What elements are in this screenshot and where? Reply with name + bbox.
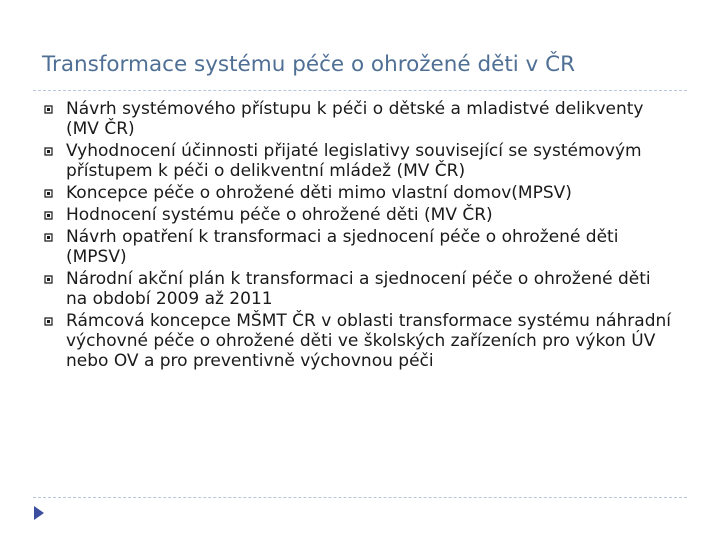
square-bullet-icon: [44, 275, 53, 284]
list-item-text: Návrh systémového přístupu k péči o dětské a mladistvé delikventy (MV ČR): [66, 99, 644, 139]
square-bullet-icon: [44, 211, 53, 220]
square-bullet-icon: [44, 317, 53, 326]
next-slide-arrow-icon[interactable]: [32, 505, 46, 521]
list-item: [44, 99, 674, 139]
list-item-text: Hodnocení systému péče o ohrožené děti (MV ČR): [66, 205, 493, 225]
square-bullet-icon: [44, 233, 53, 242]
list-item-text: Koncepce péče o ohrožené děti mimo vlastní domov(MPSV): [66, 183, 572, 203]
bullet-list: [44, 99, 674, 373]
square-bullet-icon: [44, 147, 53, 156]
title-divider: [33, 90, 687, 91]
list-item: [44, 141, 674, 181]
list-item: [44, 205, 674, 225]
footer-divider: [33, 497, 687, 498]
list-item-text: Návrh opatření k transformaci a sjednocení péče o ohrožené děti (MPSV): [66, 227, 619, 267]
list-item: [44, 311, 674, 371]
list-item-text: Vyhodnocení účinnosti přijaté legislativy související se systémovým přístupem k péči o delikventní mládež (MV ČR): [66, 141, 642, 181]
list-item: [44, 183, 674, 203]
list-item-text: Národní akční plán k transformaci a sjednocení péče o ohrožené děti na období 2009 až 2011: [66, 269, 651, 309]
square-bullet-icon: [44, 189, 53, 198]
list-item: [44, 227, 674, 267]
square-bullet-icon: [44, 105, 53, 114]
list-item: [44, 269, 674, 309]
slide-title: Transformace systému péče o ohrožené děti v ČR: [42, 52, 576, 77]
list-item-text: Rámcová koncepce MŠMT ČR v oblasti transformace systému náhradní výchovné péče o ohrožené děti ve školských zařízeních pro výkon ÚV nebo OV a pro preventivně výchovnou péči: [66, 311, 671, 371]
